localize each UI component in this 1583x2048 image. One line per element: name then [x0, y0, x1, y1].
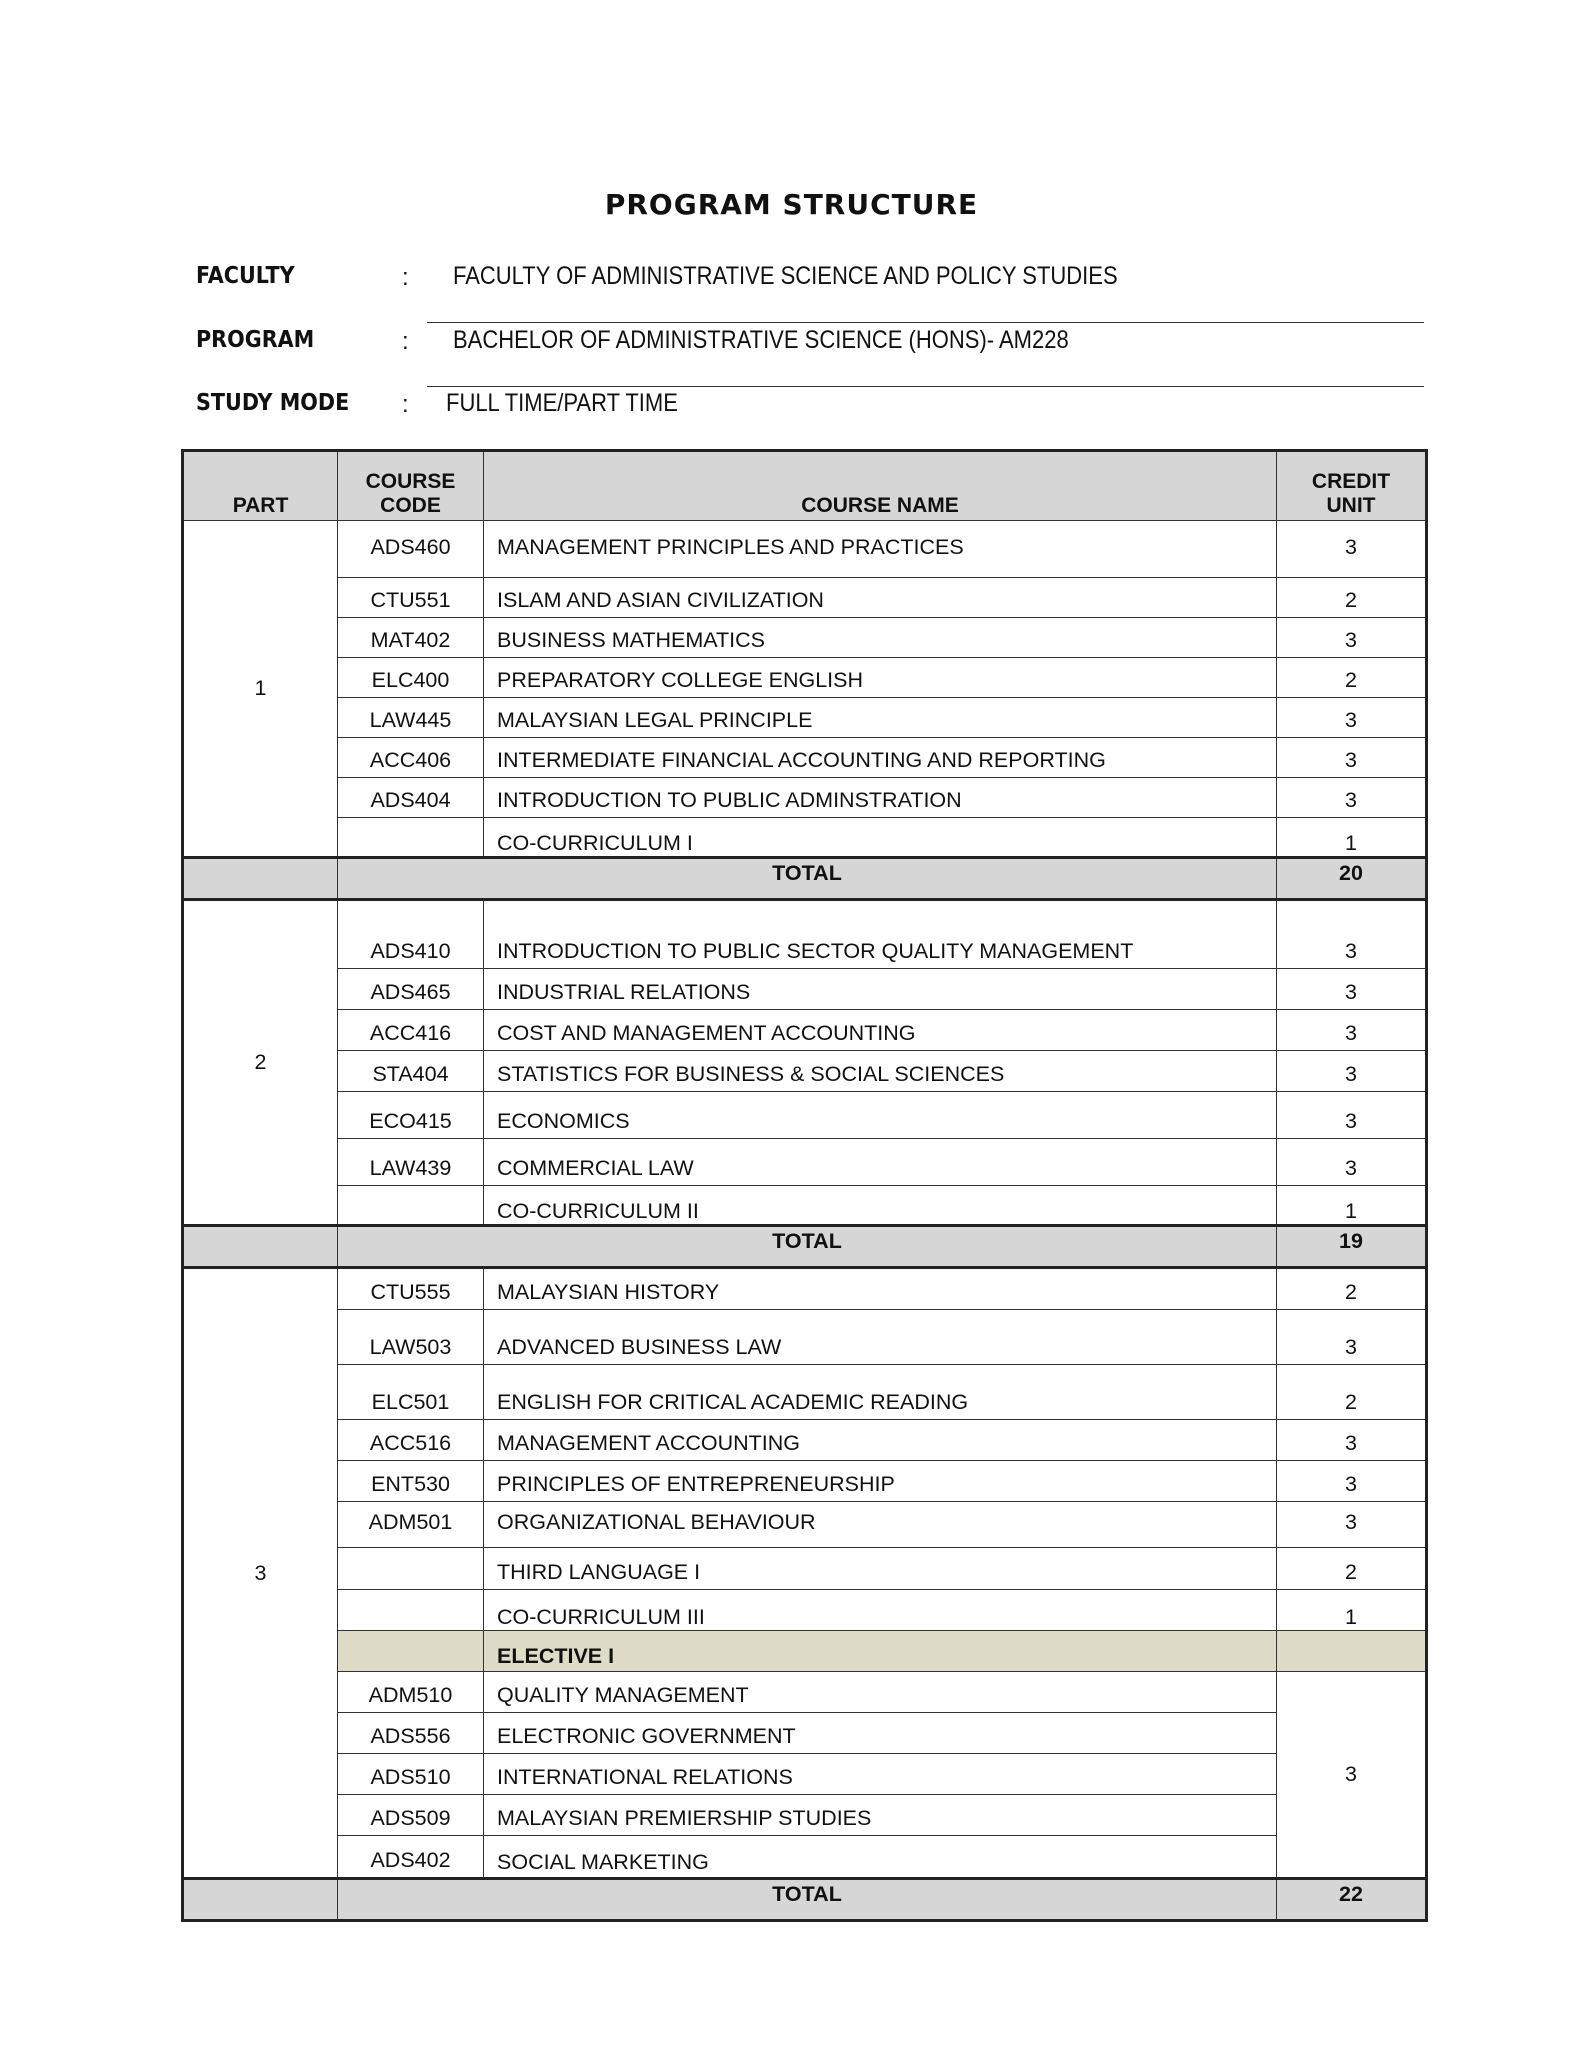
part-number: 3 [183, 1268, 338, 1879]
course-name: MALAYSIAN PREMIERSHIP STUDIES [484, 1795, 1277, 1836]
credit-unit: 3 [1277, 618, 1427, 658]
table-row [183, 900, 1427, 969]
credit-unit: 3 [1277, 1010, 1427, 1051]
course-name: COMMERCIAL LAW [484, 1139, 1277, 1186]
course-name: CO-CURRICULUM I [484, 818, 1277, 858]
table-row [183, 1754, 1427, 1795]
credit-unit: 3 [1277, 1461, 1427, 1502]
credit-unit: 3 [1277, 1139, 1427, 1186]
faculty-value: FACULTY OF ADMINISTRATIVE SCIENCE AND POLICY STUDIES [453, 262, 1118, 290]
faculty-underline [427, 322, 1424, 323]
table-row [183, 738, 1427, 778]
course-name: INTERNATIONAL RELATIONS [484, 1754, 1277, 1795]
course-code: ADM501 [338, 1502, 484, 1548]
header-course-code: COURSE CODE [338, 451, 484, 521]
course-name: COST AND MANAGEMENT ACCOUNTING [484, 1010, 1277, 1051]
course-name: ORGANIZATIONAL BEHAVIOUR [484, 1502, 1277, 1548]
course-name: ENGLISH FOR CRITICAL ACADEMIC READING [484, 1365, 1277, 1420]
course-code: LAW439 [338, 1139, 484, 1186]
table-row [183, 1310, 1427, 1365]
course-name: PRINCIPLES OF ENTREPRENEURSHIP [484, 1461, 1277, 1502]
course-name: THIRD LANGUAGE I [484, 1548, 1277, 1590]
part-number: 2 [183, 900, 338, 1226]
total-part-cell [183, 1226, 338, 1268]
table-row [183, 521, 1427, 578]
table-row [183, 1836, 1427, 1879]
credit-unit: 1 [1277, 1590, 1427, 1631]
course-code: CTU555 [338, 1268, 484, 1310]
credit-unit: 2 [1277, 1548, 1427, 1590]
course-code: ELC400 [338, 658, 484, 698]
elective-header-row [183, 1631, 1427, 1672]
program-label: PROGRAM [196, 327, 315, 353]
table-row [183, 1420, 1427, 1461]
total-value: 19 [1277, 1226, 1427, 1268]
course-code: ADS404 [338, 778, 484, 818]
total-row [183, 1879, 1427, 1921]
table-row [183, 1590, 1427, 1631]
course-name: CO-CURRICULUM III [484, 1590, 1277, 1631]
table-row [183, 1461, 1427, 1502]
credit-unit: 2 [1277, 1365, 1427, 1420]
course-name: MANAGEMENT PRINCIPLES AND PRACTICES [484, 521, 1277, 578]
course-code: ACC416 [338, 1010, 484, 1051]
course-code: MAT402 [338, 618, 484, 658]
credit-unit: 3 [1277, 1051, 1427, 1092]
program-underline [427, 386, 1424, 387]
study-mode-label: STUDY MODE [196, 390, 350, 416]
table-row [183, 1010, 1427, 1051]
credit-unit: 3 [1277, 1502, 1427, 1548]
course-code: ADS465 [338, 969, 484, 1010]
total-value: 22 [1277, 1879, 1427, 1921]
table-row [183, 1713, 1427, 1754]
course-code: STA404 [338, 1051, 484, 1092]
credit-unit: 3 [1277, 1310, 1427, 1365]
course-code: ADS556 [338, 1713, 484, 1754]
course-name: MALAYSIAN LEGAL PRINCIPLE [484, 698, 1277, 738]
total-row [183, 858, 1427, 900]
credit-unit: 3 [1277, 900, 1427, 969]
table-row [183, 1795, 1427, 1836]
elective-label: ELECTIVE I [484, 1631, 1277, 1672]
course-name: ADVANCED BUSINESS LAW [484, 1310, 1277, 1365]
course-name: INTERMEDIATE FINANCIAL ACCOUNTING AND REPORTING [484, 738, 1277, 778]
program-colon: : [402, 328, 409, 355]
course-code: ADS460 [338, 521, 484, 578]
credit-unit: 3 [1277, 969, 1427, 1010]
course-code: ADS402 [338, 1836, 484, 1879]
course-code: LAW445 [338, 698, 484, 738]
course-name: MALAYSIAN HISTORY [484, 1268, 1277, 1310]
table-row [183, 698, 1427, 738]
header-course-name: COURSE NAME [484, 451, 1277, 521]
course-name: BUSINESS MATHEMATICS [484, 618, 1277, 658]
course-name: ISLAM AND ASIAN CIVILIZATION [484, 578, 1277, 618]
credit-unit: 3 [1277, 698, 1427, 738]
course-code: ELC501 [338, 1365, 484, 1420]
table-header-row [183, 451, 1427, 521]
table-row [183, 969, 1427, 1010]
course-name: MANAGEMENT ACCOUNTING [484, 1420, 1277, 1461]
elective-credit-cell [1277, 1631, 1427, 1672]
table-row [183, 1186, 1427, 1226]
credit-unit: 3 [1277, 1420, 1427, 1461]
program-value: BACHELOR OF ADMINISTRATIVE SCIENCE (HONS)- AM228 [453, 326, 1069, 354]
faculty-colon: : [402, 264, 409, 291]
credit-unit: 2 [1277, 658, 1427, 698]
header-credit-unit: CREDIT UNIT [1277, 451, 1427, 521]
table-row [183, 1139, 1427, 1186]
table-row [183, 818, 1427, 858]
total-label: TOTAL [338, 1226, 1277, 1268]
course-name: STATISTICS FOR BUSINESS & SOCIAL SCIENCES [484, 1051, 1277, 1092]
course-name: CO-CURRICULUM II [484, 1186, 1277, 1226]
course-code: ADS509 [338, 1795, 484, 1836]
credit-unit: 1 [1277, 1186, 1427, 1226]
course-code: ECO415 [338, 1092, 484, 1139]
course-code: CTU551 [338, 578, 484, 618]
course-name: INTRODUCTION TO PUBLIC SECTOR QUALITY MANAGEMENT [484, 900, 1277, 969]
table-row [183, 1672, 1427, 1713]
table-row [183, 578, 1427, 618]
table-row [183, 778, 1427, 818]
credit-unit: 2 [1277, 578, 1427, 618]
course-name: PREPARATORY COLLEGE ENGLISH [484, 658, 1277, 698]
table-row [183, 658, 1427, 698]
table-row [183, 1268, 1427, 1310]
course-code: ADS410 [338, 900, 484, 969]
elective-code-cell [338, 1631, 484, 1672]
course-code [338, 818, 484, 858]
table-row [183, 1548, 1427, 1590]
course-name: QUALITY MANAGEMENT [484, 1672, 1277, 1713]
study-mode-colon: : [402, 391, 409, 418]
course-code: ENT530 [338, 1461, 484, 1502]
table-row [183, 1502, 1427, 1548]
course-code [338, 1590, 484, 1631]
program-structure-table [181, 449, 1428, 1922]
total-label: TOTAL [338, 858, 1277, 900]
course-name: SOCIAL MARKETING [484, 1836, 1277, 1879]
total-part-cell [183, 1879, 338, 1921]
table-row [183, 1092, 1427, 1139]
credit-unit: 3 [1277, 778, 1427, 818]
course-code [338, 1186, 484, 1226]
course-code: ACC406 [338, 738, 484, 778]
table-row [183, 1051, 1427, 1092]
course-code: LAW503 [338, 1310, 484, 1365]
course-name: ELECTRONIC GOVERNMENT [484, 1713, 1277, 1754]
total-row [183, 1226, 1427, 1268]
course-code: ADM510 [338, 1672, 484, 1713]
credit-unit: 3 [1277, 1092, 1427, 1139]
header-part: PART [183, 451, 338, 521]
part-number: 1 [183, 521, 338, 858]
table-row [183, 1365, 1427, 1420]
page-title: PROGRAM STRUCTURE [604, 188, 979, 221]
course-name: INDUSTRIAL RELATIONS [484, 969, 1277, 1010]
credit-unit: 1 [1277, 818, 1427, 858]
table-row [183, 618, 1427, 658]
credit-unit: 3 [1277, 738, 1427, 778]
study-mode-value: FULL TIME/PART TIME [446, 389, 678, 417]
elective-credit-unit: 3 [1277, 1672, 1427, 1879]
credit-unit: 3 [1277, 521, 1427, 578]
credit-unit: 2 [1277, 1268, 1427, 1310]
total-part-cell [183, 858, 338, 900]
faculty-label: FACULTY [196, 263, 295, 289]
course-code: ADS510 [338, 1754, 484, 1795]
total-label: TOTAL [338, 1879, 1277, 1921]
course-code: ACC516 [338, 1420, 484, 1461]
course-name: ECONOMICS [484, 1092, 1277, 1139]
total-value: 20 [1277, 858, 1427, 900]
course-code [338, 1548, 484, 1590]
course-name: INTRODUCTION TO PUBLIC ADMINSTRATION [484, 778, 1277, 818]
